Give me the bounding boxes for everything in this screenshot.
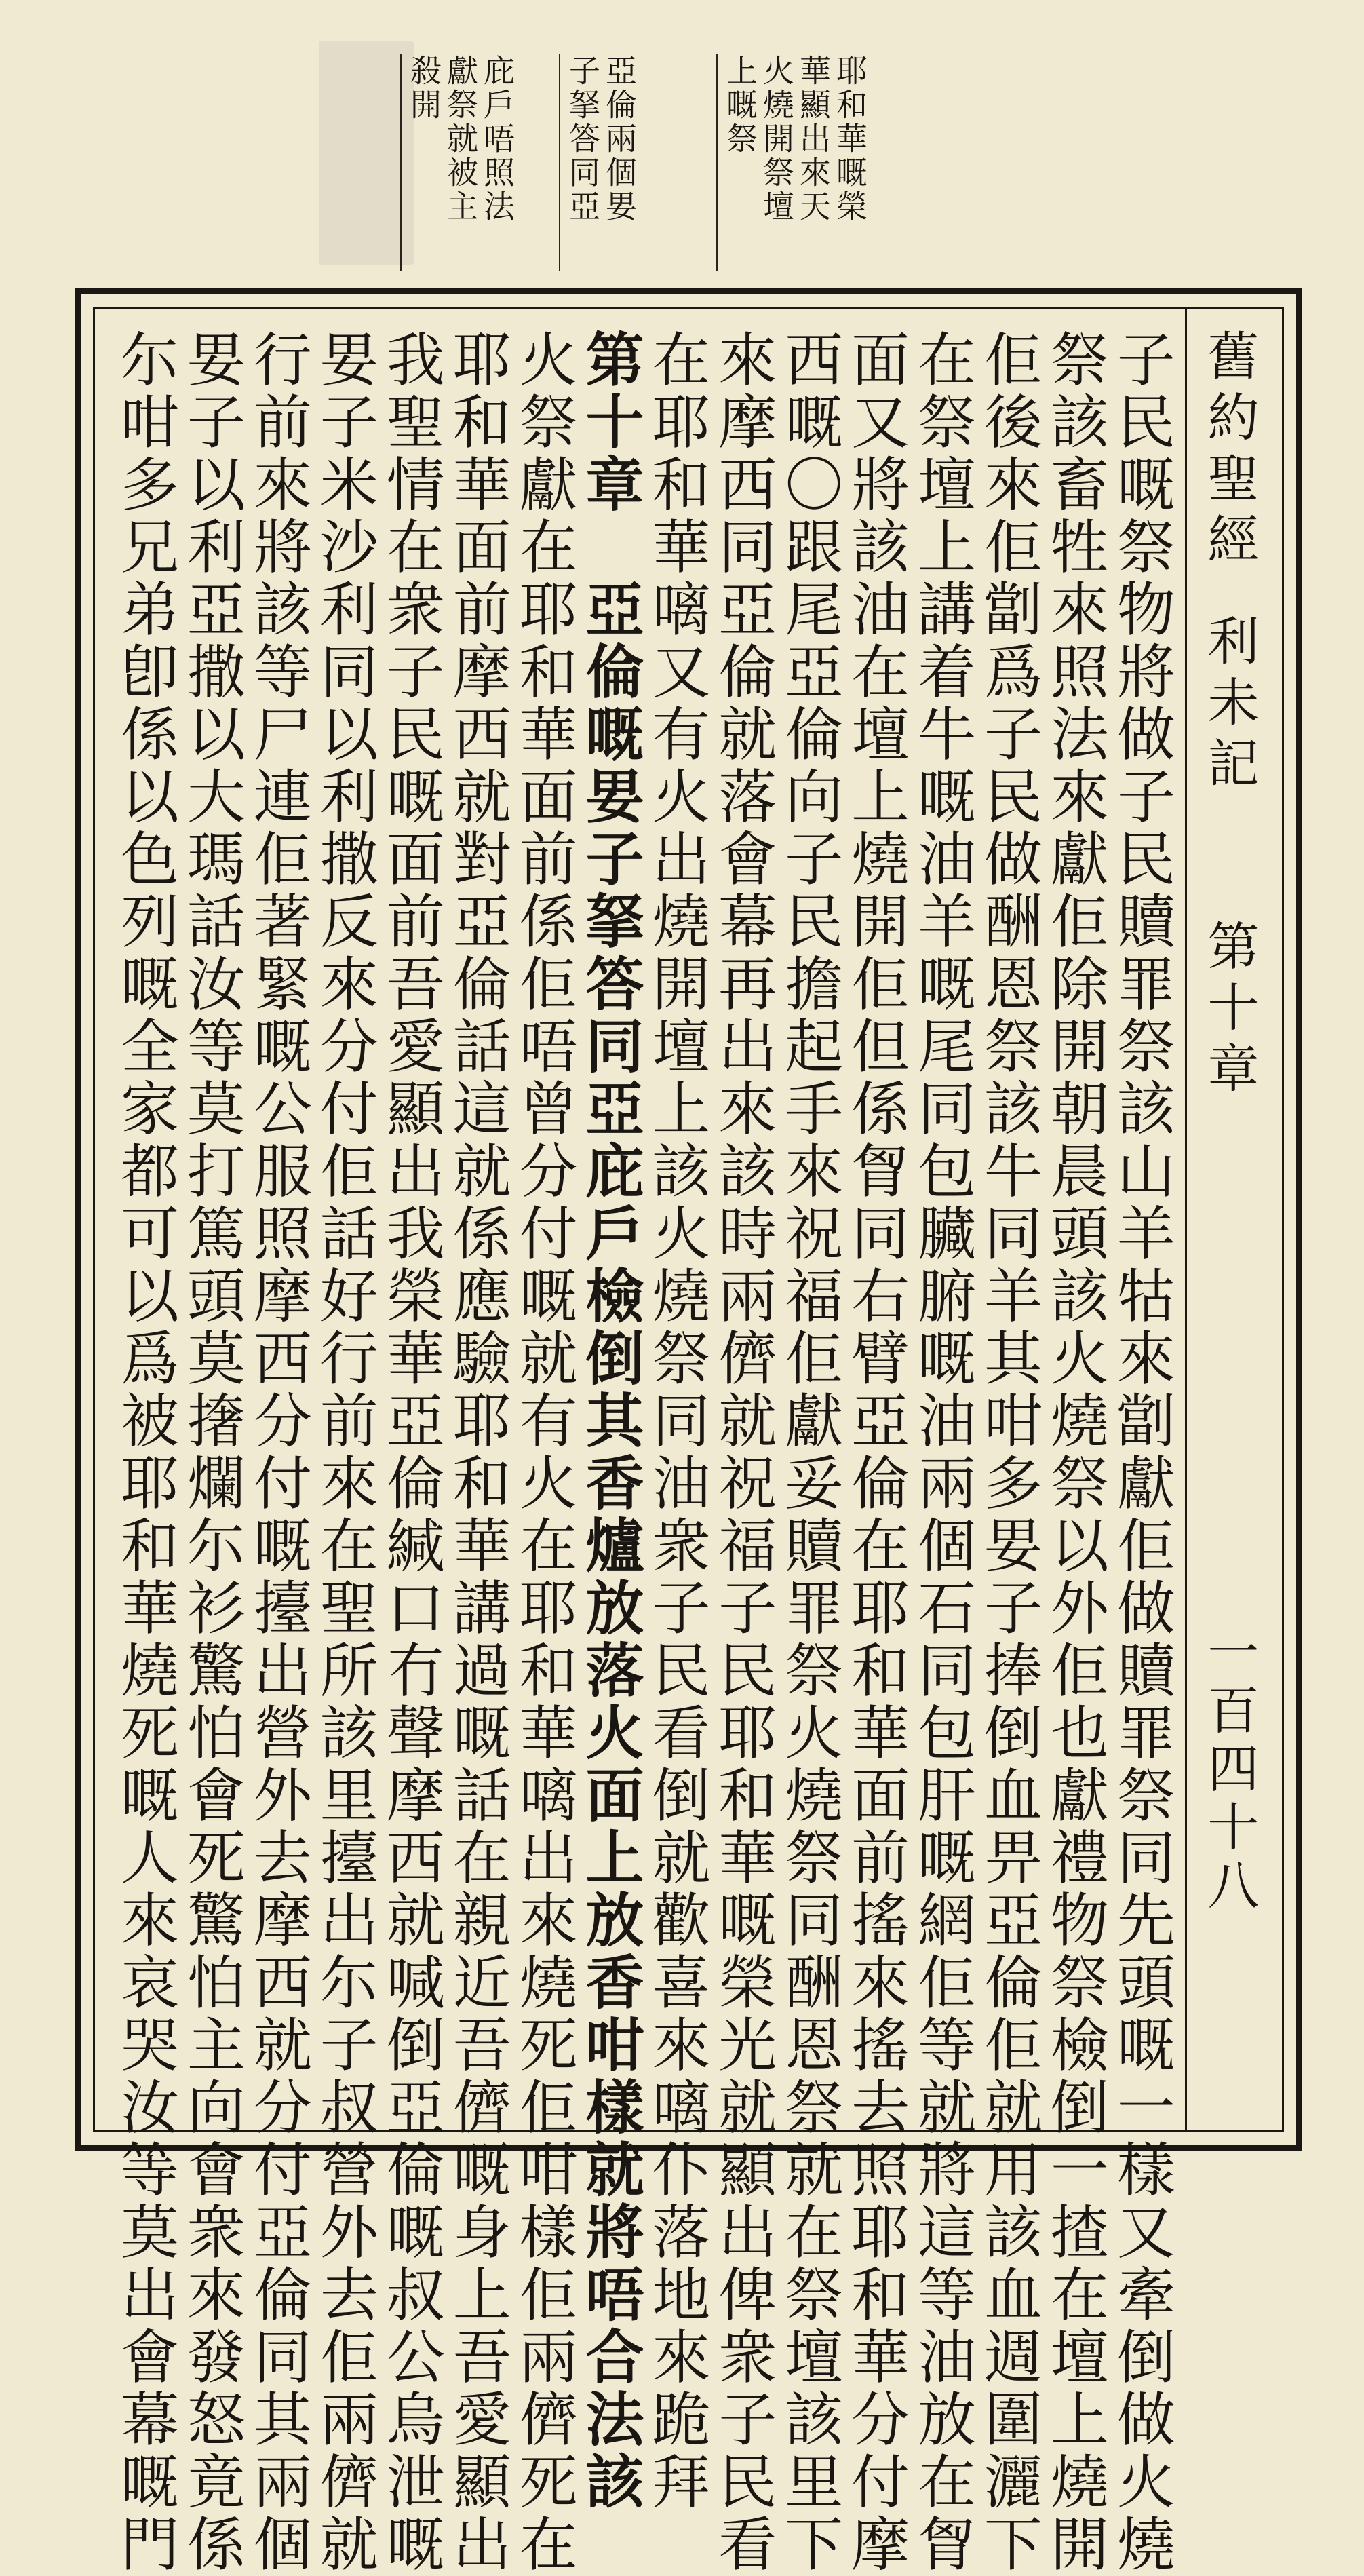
page-frame [75, 288, 1302, 2576]
text-column: 㚻子以利亞撒以大瑪話汝等莫打篤頭莫撦爛尓衫驚怕會死驚怕主向會衆來發怒竟係 [176, 329, 245, 2576]
text-column: 面又將該油在壇上燒開佢但係胷同右臂亞倫在耶和華面前搖來搖去照耶和華分付摩 [841, 329, 910, 2576]
page-number: 一百四十八 [1199, 1625, 1260, 1917]
text-column: 尓咁多兄弟卽係以色列嘅全家都可以爲被耶和華燒死嘅人來哀哭汝等莫出會幕嘅門 [111, 329, 178, 2576]
text-column: 火祭獻在耶和華面前係佢唔曾分付嘅就有火在耶和華𠻗出來燒死佢咁樣佢兩儕死在 [509, 329, 577, 2576]
headnote-line: 上嘅祭 [722, 54, 758, 156]
text-column: 我聖情在衆子民嘅面前吾愛顯出我榮華亞倫緘口冇聲摩西就喊倒亞倫嘅叔公烏泄嘅 [376, 329, 444, 2576]
text-column: 行前來將該等尸連佢著緊嘅公服照摩西分付嘅擡出營外去摩西就分付亞倫同其兩個 [243, 329, 311, 2576]
chapter-label: 第十章 [1199, 919, 1260, 1102]
headnotes [380, 54, 868, 271]
headnote-line: 華顯出來天 [795, 54, 832, 224]
text-column: 祭該畜牲來照法來獻佢除開朝晨頭該火燒祭以外佢也獻禮物祭檢倒一揸在壇上燒開 [1040, 329, 1108, 2576]
text-column: 西嘅〇跟尾亞倫向子民擔起手來祝福佢獻妥贖罪祭火燒祭同酬恩祭就在祭壇該里下 [775, 329, 843, 2576]
headnote-line: 耶和華嘅榮 [832, 54, 868, 224]
headnote-line: 火燒開祭壇 [758, 54, 795, 224]
text-column: 佢後來佢劏爲子民做酬恩祭該牛同羊其咁多㚻子捧倒血畀亞倫佢就用該血週圍灑下 [973, 329, 1042, 2576]
headnote-2 [559, 54, 638, 271]
chapter-start-column: 第十章 亞倫嘅㚻子拏答同亞庇戶檢倒其香爐放落火面上放香咁樣就將唔合法該 [575, 329, 644, 2514]
headnote-3 [400, 54, 515, 271]
text-column: 子民嘅祭物將做子民贖罪祭該山羊牯來劏獻佢做贖罪祭同先頭嘅一樣又牽倒做火燒 [1106, 329, 1175, 2576]
headnote-line: 獻祭就被主 [442, 54, 479, 224]
headnote-line: 庇戶唔照法 [479, 54, 515, 224]
text-column: 耶和華面前摩西就對亞倫話這就係應驗耶和華講過嘅話在親近吾儕嘅身上吾愛顯出 [442, 329, 511, 2576]
book-name: 利未記 [1199, 614, 1260, 797]
headnote-line: 子拏答同亞 [564, 54, 601, 224]
text-column: 在耶和華𠻗又有火出燒開壇上該火燒祭同油衆子民看倒就歡喜來𠻗仆落地來跪拜 [642, 329, 710, 2514]
page-frame-inner [93, 307, 1284, 2576]
text-column: 在祭壇上講着牛嘅油羊嘅尾同包臟腑嘅油兩個石同包肝嘅網佢等就將這等油放在胷 [908, 329, 976, 2576]
text-column: 㚻子米沙利同以利撒反來分付佢話好行前來在聖所該里擡出尓子叔營外去佢兩儕就 [309, 329, 378, 2576]
page-title: 舊約聖經 [1199, 329, 1260, 573]
headnote-1 [716, 54, 868, 271]
headnote-line: 亞倫兩個㚻 [601, 54, 638, 224]
text-column: 來摩西同亞倫就落會幕再出來該時兩儕就祝福子民耶和華嘅榮光就顯出俾衆子民看 [708, 329, 777, 2576]
header-divider [1185, 309, 1187, 2130]
headnote-line: 殺開 [406, 54, 442, 122]
body-text [111, 329, 1175, 2576]
